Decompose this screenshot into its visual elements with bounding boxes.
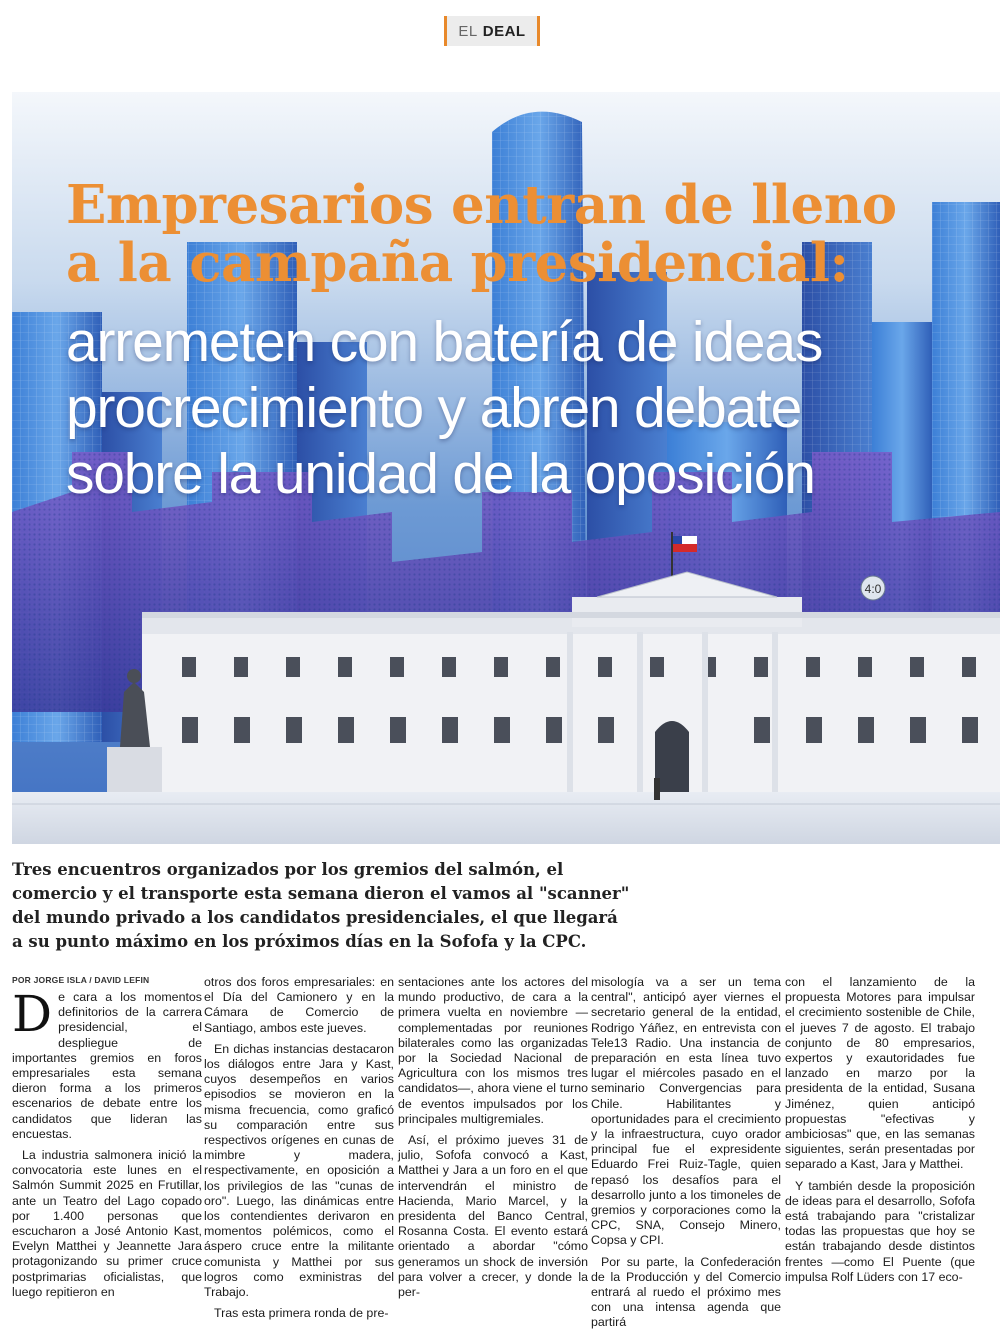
deck bbox=[12, 858, 630, 954]
headline-sub-line: sobre la unidad de la oposición bbox=[66, 442, 815, 507]
headline-main bbox=[66, 173, 986, 294]
article-column-5 bbox=[785, 975, 975, 1284]
deck-line: Tres encuentros organizados por los gremios del salmón, el bbox=[12, 860, 564, 879]
section-prefix: EL bbox=[458, 22, 478, 40]
headline-sub-line: procrecimiento y abren debate bbox=[66, 376, 802, 441]
article-paragraph: Por su parte, la Confederación de la Producción y del Comercio entrará al ruedo el próximo mes con una intensa agenda que partirá bbox=[591, 1254, 781, 1330]
article-paragraph: Tras esta primera ronda de pre- bbox=[214, 1306, 389, 1321]
article-paragraph: misología va a ser un tema central", anticipó ayer viernes el secretario general de la entidad, Rodrigo Yáñez, en entrevista con Tele13 Radio. Una instancia de preparación en esta línea tuvo lugar el miércoles pasado en el seminario Convergencias para Chile. Habilitantes y oportunidades para el crecimiento y la infraestructura, cuyo orador principal fue el expresidente Eduardo Frei Ruiz-Tagle, quien repasó los desafíos para el desarrollo junto a los timoneles de gremios y corporaciones como la CPC, SNA, Consejo Minero, Copsa y CPI. bbox=[591, 975, 781, 1248]
article-paragraph: Así, el próximo jueves 31 de julio, Sofofa convocó a Kast, Matthei y Jara a un foro en el que intervendrán el ministro de Hacienda, Mario Marcel, y la presidenta del Banco Central, Rosanna Costa. El evento estará orientado a abordar "cómo generamos un shock de inversión para volver a crecer, y donde la per- bbox=[398, 1133, 588, 1300]
article-column-1 bbox=[12, 985, 202, 1299]
byline: POR JORGE ISLA / DAVID LEFIN bbox=[12, 975, 150, 985]
article-paragraph: De cara a los momentos definitorios de la carrera presidencial, el despliegue de importantes gremios en foros empresariales esta semana dieron forma a los primeros escenarios de debate entre los candidatos que lideran las encuestas. bbox=[12, 985, 202, 1141]
article-paragraph: con el lanzamiento de la propuesta Motores para impulsar el crecimiento sostenible de Chile, el jueves 7 de agosto. El trabajo conjunto de 80 empresarios, expertos y exautoridades fue lanzado en marzo por la presidenta de la entidad, Susana Jiménez, quien anticipó propuestas "efectivas y ambiciosas" que, en las semanas siguientes, serán presentadas por separado a Kast, Jara y Matthei. bbox=[785, 975, 975, 1172]
guard-figure bbox=[654, 778, 660, 800]
article-paragraph: En dichas instancias destacaron los diálogos entre Jara y Kast, cuyos desempeños en varios episodios se movieron en la misma frecuencia, como graficó su comparación entre sus respectivos orígenes en cunas de mimbre y madera, respectivamente, en oposición a los privilegios de las "cunas de oro". Luego, las dinámicas entre los contendientes derivaron en momentos polémicos, como el áspero cruce entre la militante comunista y Matthei por sus logros como exministras del Trabajo. bbox=[204, 1041, 394, 1300]
dropcap: D bbox=[12, 985, 53, 1043]
article-column-3 bbox=[398, 975, 588, 1300]
deck-line: del mundo privado a los candidatos presidenciales, el que llegará bbox=[12, 908, 618, 927]
article-column-4 bbox=[591, 975, 781, 1330]
clock-label: 4:0 bbox=[864, 582, 882, 596]
deck-line: a su punto máximo en los próximos días en la Sofofa y la CPC. bbox=[12, 932, 587, 951]
headline-main-line: a la campaña presidencial: bbox=[66, 231, 849, 294]
article-paragraph: sentaciones ante los actores del mundo productivo, de cara a la primera vuelta en noviembre — complementadas por reuniones bilaterales como las organizadas por la Sociedad Nacional de Agricultura con los mismos tres candidatos—, ahora viene el turno de eventos impulsados por los principales multigremiales. bbox=[398, 975, 588, 1126]
article-column-2 bbox=[204, 975, 394, 1321]
headline-main-line: Empresarios entran de lleno bbox=[66, 173, 897, 236]
section-tag bbox=[444, 16, 540, 46]
article-paragraph: otros dos foros empresariales: en el Día del Camionero y en la Cámara de Comercio de Santiago, ambos este jueves. bbox=[204, 975, 394, 1035]
headline-sub-line: arremeten con batería de ideas bbox=[66, 310, 823, 375]
clock-badge bbox=[861, 576, 885, 600]
article-paragraph: Y también desde la proposición de ideas para el desarrollo, Sofofa está trabajando para "cristalizar todas las propuestas que hoy se están trabajando desde distintos frentes —como El Puente (que impulsa Rolf Lüders con 17 eco- bbox=[785, 1178, 975, 1284]
article-paragraph: La industria salmonera inició la convocatoria este lunes en el Salmón Summit 2025 en Frutillar, ante un Teatro del Lago copado por 1.400 personas que escucharon a José Antonio Kast, Evelyn Matthei y Jeannette Jara protagonizando su primer cruce postprimarias oficialistas, que luego repitieron en bbox=[12, 1148, 202, 1299]
section-name: DEAL bbox=[482, 22, 526, 40]
headline-sub bbox=[66, 309, 986, 507]
deck-line: comercio y el transporte esta semana dieron el vamos al "scanner" bbox=[12, 884, 630, 903]
